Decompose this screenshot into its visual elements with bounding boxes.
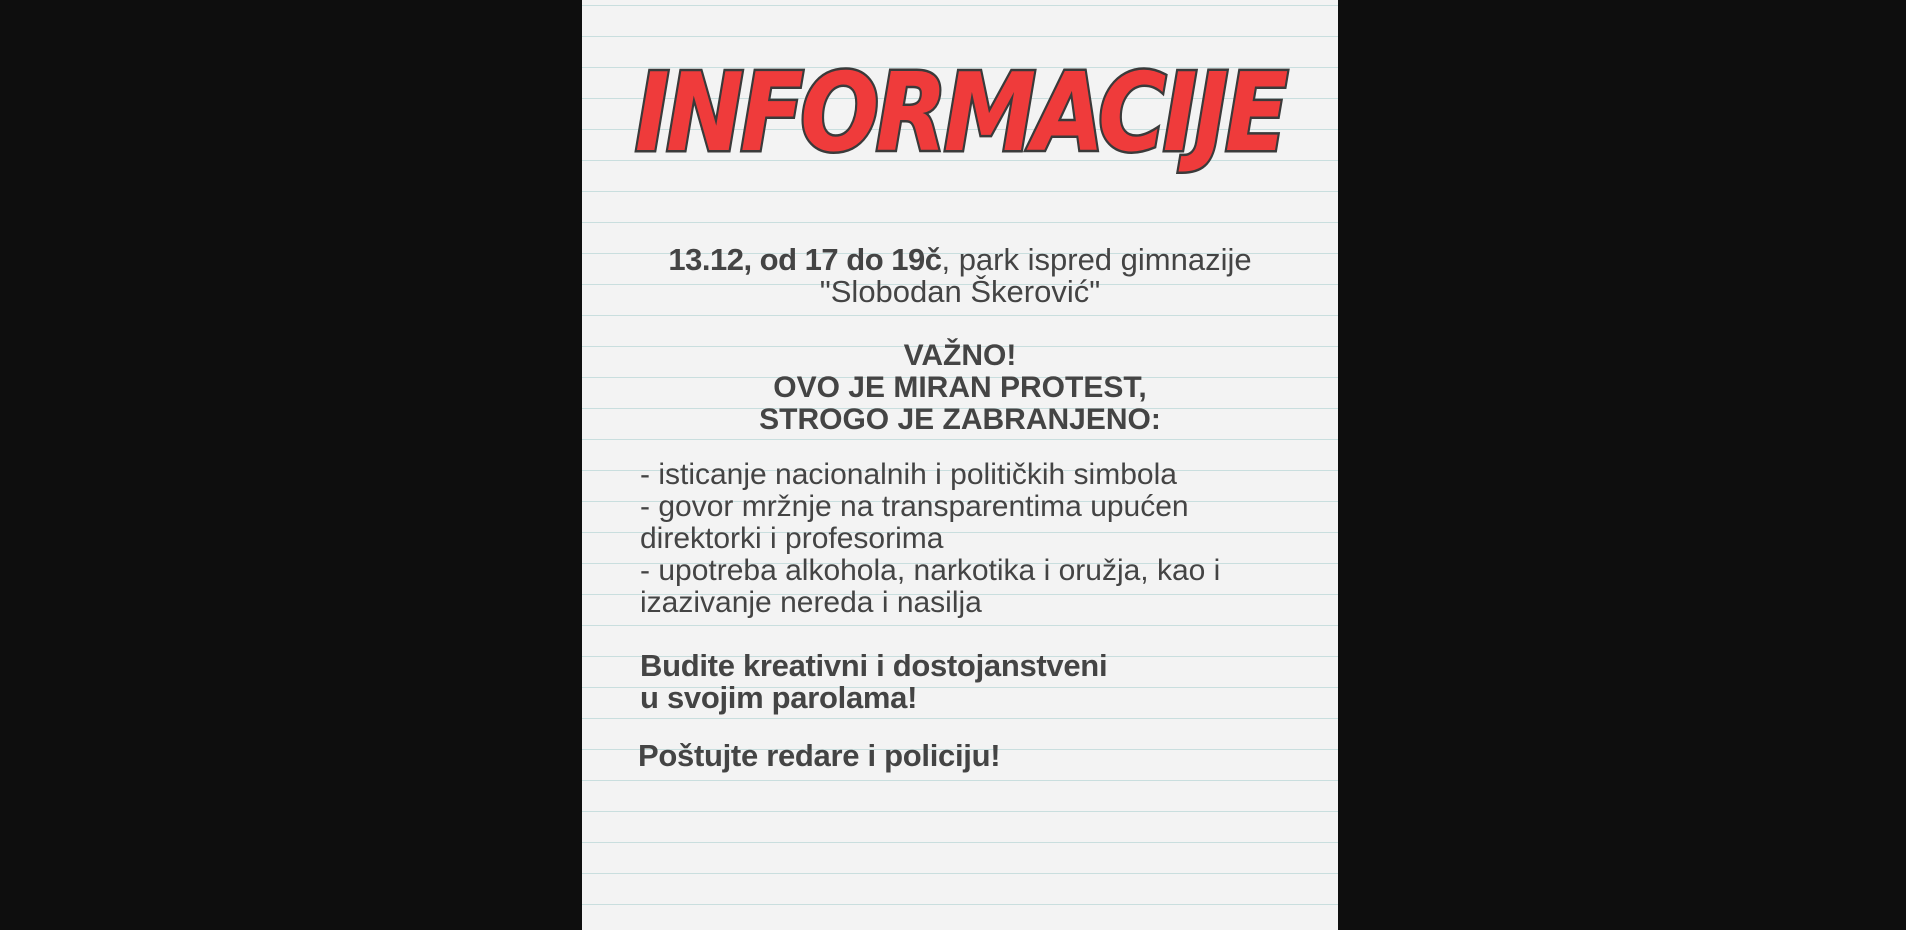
poster-title-text: INFORMACIJE [635,51,1288,176]
poster-title [582,38,1338,178]
slogan-message [640,650,1300,714]
important-line-3: STROGO JE ZABRANJENO: [759,403,1161,436]
important-line-2: OVO JE MIRAN PROTEST, [773,371,1147,404]
important-notice [622,340,1298,436]
event-date-time: 13.12, od 17 do 19č [668,242,942,277]
event-location-line-2: "Slobodan Škerović" [819,274,1101,309]
poster-content [582,0,1338,930]
important-line-1: VAŽNO! [903,339,1017,372]
prohibited-list [640,459,1300,619]
slogan-line-1: Budite kreativni i dostojanstveni [640,648,1108,683]
event-location-line-1: , park ispred gimnazije [941,242,1252,277]
prohibited-item: - govor mržnje na transparentima upućen direktorki i profesorima [640,490,1189,555]
poster [582,0,1338,930]
event-info-line-1 [622,244,1298,276]
respect-message: Poštujte redare i policiju! [638,738,1001,773]
slogan-line-2: u svojim parolama! [640,680,918,715]
prohibited-item: - isticanje nacionalnih i političkih simbola [640,458,1177,491]
prohibited-item: - upotreba alkohola, narkotika i oružja, kao i izazivanje nereda i nasilja [640,554,1221,619]
event-info [622,244,1298,308]
